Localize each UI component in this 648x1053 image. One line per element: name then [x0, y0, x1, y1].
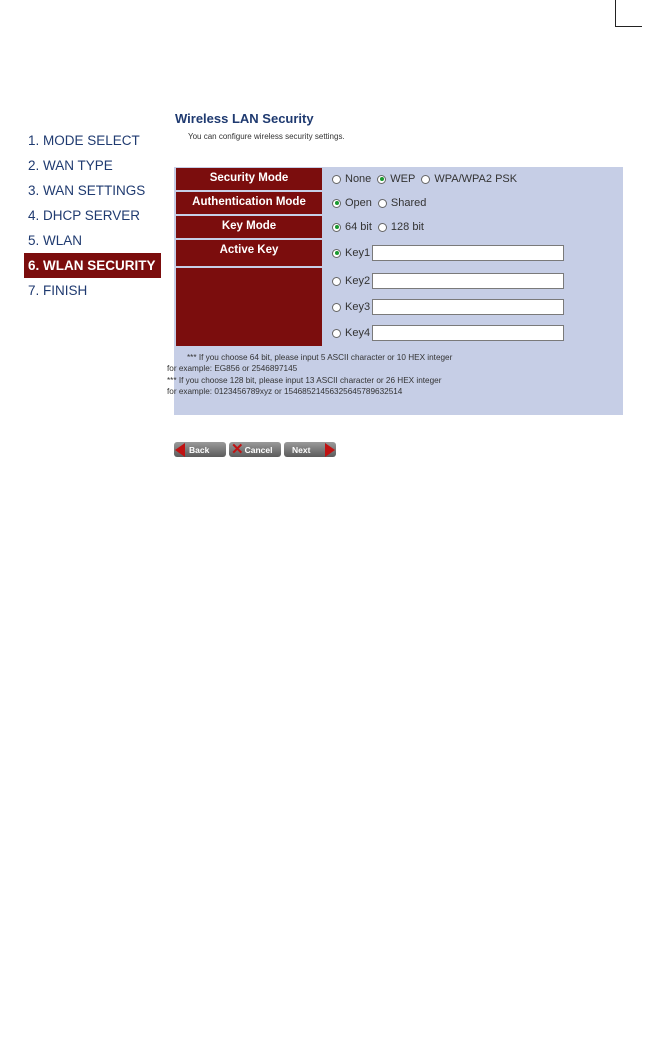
key2-label: Key2	[345, 275, 371, 287]
sidebar-item-wan-settings[interactable]: 3. WAN SETTINGS	[28, 183, 146, 198]
next-button[interactable]	[284, 442, 336, 457]
key1-row	[174, 240, 623, 266]
key3-radio[interactable]	[332, 303, 341, 312]
sidebar-item-dhcp-server[interactable]: 4. DHCP SERVER	[28, 208, 141, 223]
note-64bit-example: for example: EG856 or 2546897145	[167, 364, 298, 374]
page-corner-mark	[615, 0, 642, 27]
key-mode-row	[174, 216, 623, 238]
key1-cell	[326, 240, 623, 266]
auth-mode-label: Authentication Mode	[176, 192, 322, 214]
key2-input[interactable]	[372, 273, 564, 289]
sidebar-item-wan-type[interactable]: 2. WAN TYPE	[28, 158, 113, 173]
next-button-label: Next	[292, 444, 311, 455]
key1-radio[interactable]	[332, 249, 341, 258]
note-128bit-rule: *** If you choose 128 bit, please input 13 ASCII character or 26 HEX integer	[167, 375, 442, 385]
key-mode-128bit-label: 128 bit	[390, 221, 424, 233]
auth-mode-open-label: Open	[345, 197, 372, 209]
page-title: Wireless LAN Security	[175, 111, 314, 126]
security-mode-wpa-radio[interactable]	[421, 175, 430, 184]
key3-input[interactable]	[372, 299, 564, 315]
key-mode-64bit-label: 64 bit	[345, 221, 372, 233]
sidebar-item-wlan[interactable]: 5. WLAN	[28, 233, 83, 248]
key2-row	[174, 268, 623, 294]
auth-mode-row	[174, 192, 623, 214]
key1-label: Key1	[345, 247, 371, 259]
wizard-button-bar	[174, 442, 336, 457]
key-mode-label: Key Mode	[176, 216, 322, 238]
key-mode-128bit-radio[interactable]	[378, 223, 387, 232]
wizard-steps-sidebar	[24, 128, 161, 303]
security-mode-options	[326, 168, 623, 190]
key2-label-cell	[176, 268, 322, 294]
sidebar-item-mode-select[interactable]: 1. MODE SELECT	[28, 133, 140, 148]
cancel-x-icon: ✕	[231, 441, 244, 458]
security-mode-none-label: None	[345, 173, 372, 185]
note-64bit-rule: *** If you choose 64 bit, please input 5 ASCII character or 10 HEX integer	[187, 353, 453, 362]
key3-row	[174, 294, 623, 320]
cancel-button-label: Cancel	[244, 444, 273, 455]
key4-label: Key4	[345, 327, 371, 339]
page-subtitle: You can configure wireless security settings.	[188, 132, 345, 141]
key4-row	[174, 320, 623, 346]
active-key-label: Active Key	[176, 240, 322, 266]
key-mode-options	[326, 216, 623, 238]
sidebar-item-wlan-security[interactable]: 6. WLAN SECURITY	[24, 253, 161, 278]
key1-input[interactable]	[372, 245, 564, 261]
key4-radio[interactable]	[332, 329, 341, 338]
key4-input[interactable]	[372, 325, 564, 341]
back-button[interactable]	[174, 442, 226, 457]
security-mode-label: Security Mode	[176, 168, 322, 190]
auth-mode-shared-label: Shared	[390, 197, 427, 209]
key2-radio[interactable]	[332, 277, 341, 286]
auth-mode-open-radio[interactable]	[332, 199, 341, 208]
key2-cell	[326, 268, 623, 294]
auth-mode-options	[326, 192, 623, 214]
security-mode-wep-label: WEP	[390, 173, 416, 185]
sidebar-item-finish[interactable]: 7. FINISH	[28, 283, 88, 298]
key3-label-cell	[176, 294, 322, 320]
security-mode-none-radio[interactable]	[332, 175, 341, 184]
key4-cell	[326, 320, 623, 346]
next-arrow-icon	[325, 443, 335, 457]
key4-label-cell	[176, 320, 322, 346]
back-arrow-icon	[175, 443, 185, 457]
back-button-label: Back	[189, 444, 210, 455]
security-mode-wep-radio[interactable]	[377, 175, 386, 184]
security-settings-panel	[167, 167, 623, 415]
cancel-button[interactable]	[229, 442, 281, 457]
key-mode-64bit-radio[interactable]	[332, 223, 341, 232]
note-128bit-example: for example: 0123456789xyz or 15468521456325645789632514	[167, 386, 403, 396]
key3-cell	[326, 294, 623, 320]
security-mode-row	[174, 168, 623, 190]
auth-mode-shared-radio[interactable]	[378, 199, 387, 208]
key3-label: Key3	[345, 301, 371, 313]
key-format-notes	[167, 352, 452, 397]
security-mode-wpa-label: WPA/WPA2 PSK	[434, 173, 518, 185]
